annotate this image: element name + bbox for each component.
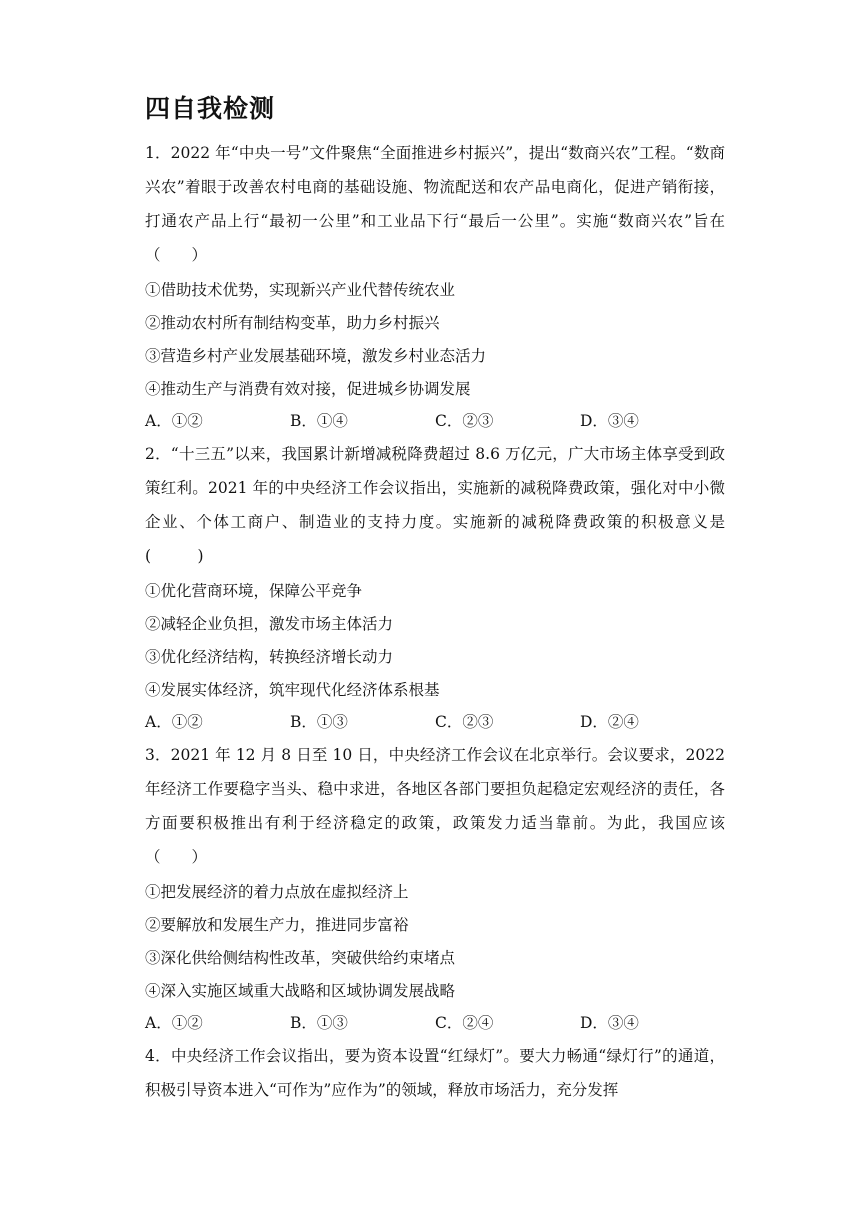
question-option: ④深入实施区域重大战略和区域协调发展战略 [145, 982, 456, 1000]
question-option: ③营造乡村产业发展基础环境，激发乡村业态活力 [145, 347, 487, 365]
question-2 [145, 437, 725, 738]
question-option: ③优化经济结构，转换经济增长动力 [145, 648, 394, 666]
choice-c: C．②④ [435, 1014, 494, 1032]
question-option: ①借助技术优势，实现新兴产业代替传统农业 [145, 281, 456, 299]
question-3 [145, 738, 725, 1039]
choice-a: A．①② [145, 412, 203, 430]
choice-d: D．③④ [580, 412, 639, 430]
question-stem: 2．“十三五”以来，我国累计新增减税降费超过 8.6 万亿元，广大市场主体享受到政策红利。2021 年的中央经济工作会议指出，实施新的减税降费政策，强化对中小微企业、个体工商户、制造业的支持力度。实施新的减税降费政策的积极意义是( ) [145, 445, 725, 565]
answer-choices [145, 1008, 725, 1039]
choice-a: A．①② [145, 713, 203, 731]
choice-b: B．①③ [290, 1014, 348, 1032]
choice-c: C．②③ [435, 713, 494, 731]
question-stem: 3．2021 年 12 月 8 日至 10 日，中央经济工作会议在北京举行。会议要求，2022 年经济工作要稳字当头、稳中求进，各地区各部门要担负起稳定宏观经济的责任，各方面要积极推出有利于经济稳定的政策，政策发力适当靠前。为此，我国应该（ ） [145, 746, 725, 866]
question-stem: 4．中央经济工作会议指出，要为资本设置“红绿灯”。要大力畅通“绿灯行”的通道，积极引导资本进入“可作为”应作为”的领域，释放市场活力，充分发挥 [145, 1047, 725, 1099]
choice-d: D．②④ [580, 713, 639, 731]
question-1 [145, 136, 725, 437]
question-stem: 1．2022 年“中央一号”文件聚焦“全面推进乡村振兴”，提出“数商兴农”工程。“数商兴农”着眼于改善农村电商的基础设施、物流配送和农产品电商化，促进产销衔接，打通农产品上行“最初一公里”和工业品下行“最后一公里”。实施“数商兴农”旨在（ ） [145, 144, 725, 264]
question-option: ①把发展经济的着力点放在虚拟经济上 [145, 883, 409, 901]
answer-choices [145, 707, 725, 738]
question-option: ②减轻企业负担，激发市场主体活力 [145, 615, 394, 633]
choice-c: C．②③ [435, 412, 494, 430]
section-title: 四自我检测 [145, 94, 276, 123]
question-4 [145, 1039, 725, 1107]
question-option: ②要解放和发展生产力，推进同步富裕 [145, 916, 409, 934]
question-option: ④推动生产与消费有效对接，促进城乡协调发展 [145, 380, 471, 398]
question-option: ④发展实体经济，筑牢现代化经济体系根基 [145, 681, 440, 699]
choice-a: A．①② [145, 1014, 203, 1032]
questions-content [145, 136, 725, 1107]
question-option: ②推动农村所有制结构变革，助力乡村振兴 [145, 314, 440, 332]
question-option: ③深化供给侧结构性改革，突破供给约束堵点 [145, 949, 456, 967]
choice-b: B．①③ [290, 713, 348, 731]
question-option: ①优化营商环境，保障公平竞争 [145, 582, 363, 600]
choice-d: D．③④ [580, 1014, 639, 1032]
answer-choices [145, 406, 725, 437]
choice-b: B．①④ [290, 412, 348, 430]
